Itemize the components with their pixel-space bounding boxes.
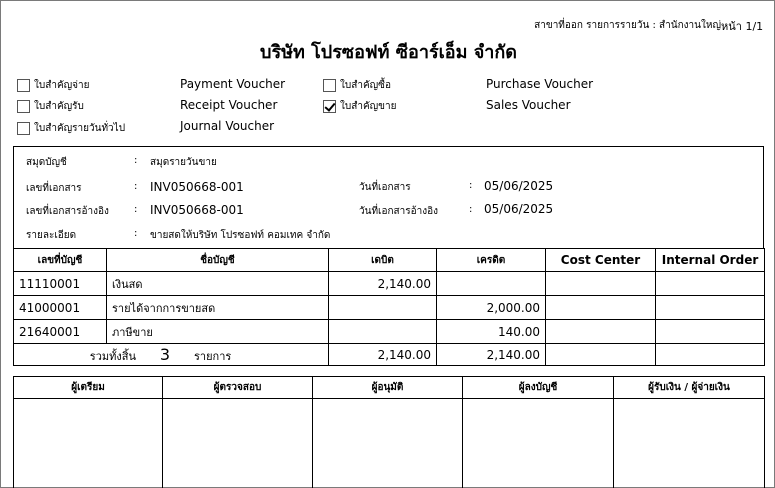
column-header-debit: เดบิต — [329, 249, 437, 272]
credit-cell — [437, 272, 546, 296]
voucher-type-payment[interactable] — [17, 77, 90, 93]
total-row — [14, 344, 765, 366]
total-label: รวมทั้งสิ้น — [89, 349, 136, 363]
document-number-label: เลขที่เอกสาร — [26, 183, 82, 194]
colon: : — [134, 181, 138, 192]
voucher-type-english: Purchase Voucher — [486, 77, 594, 91]
voucher-type-receipt[interactable] — [17, 98, 84, 114]
total-debit-cell: 2,140.00 — [329, 344, 437, 366]
receipt-voucher-checkbox[interactable] — [17, 100, 30, 113]
voucher-type-english: Journal Voucher — [180, 119, 275, 133]
account-number-cell: 21640001 — [14, 320, 107, 344]
signature-header-preparer: ผู้เตรียม — [14, 377, 163, 399]
credit-cell: 2,000.00 — [437, 296, 546, 320]
signature-header-row — [14, 377, 765, 399]
account-name-cell: รายได้จากการขายสด — [107, 296, 329, 320]
sales-voucher-checkbox[interactable] — [323, 100, 336, 113]
total-count: 3 — [159, 344, 170, 364]
signature-box-reviewer — [163, 399, 313, 488]
voucher-type-purchase[interactable] — [323, 77, 391, 93]
signature-header-approver: ผู้อนุมัติ — [313, 377, 463, 399]
colon: : — [469, 204, 473, 215]
total-internal-order-cell — [656, 344, 765, 366]
total-unit: รายการ — [194, 349, 232, 363]
column-header-account-name: ชื่อบัญชี — [107, 249, 329, 272]
voucher-type-label: ใบสำคัญรับ — [34, 100, 84, 112]
document-date-label: วันที่เอกสาร — [359, 182, 411, 193]
voucher-type-english: Payment Voucher — [180, 77, 286, 91]
detail-label: รายละเอียด — [26, 230, 77, 241]
voucher-type-journal[interactable] — [17, 120, 125, 136]
reference-number-value: INV050668-001 — [150, 203, 244, 217]
total-credit-cell: 2,140.00 — [437, 344, 546, 366]
colon: : — [134, 204, 138, 215]
reference-date-value: 05/06/2025 — [484, 202, 554, 216]
column-header-credit: เครดิต — [437, 249, 546, 272]
signature-row — [14, 399, 765, 488]
document-date-value: 05/06/2025 — [484, 179, 554, 193]
account-name-cell: ภาษีขาย — [107, 320, 329, 344]
table-header-row — [14, 249, 765, 272]
total-summary-cell — [14, 344, 329, 366]
voucher-type-label: ใบสำคัญซื้อ — [340, 79, 391, 91]
journal-voucher-checkbox[interactable] — [17, 122, 30, 135]
reference-number-label: เลขที่เอกสารอ้างอิง — [26, 206, 109, 217]
journal-label: สมุดบัญชี — [26, 157, 67, 168]
purchase-voucher-checkbox[interactable] — [323, 79, 336, 92]
journal-lines-table — [13, 248, 765, 366]
voucher-type-label: ใบสำคัญขาย — [340, 100, 397, 112]
cost-center-cell — [546, 272, 656, 296]
document-info-box — [13, 146, 764, 248]
signature-box-poster — [463, 399, 614, 488]
journal-value: สมุดรายวันขาย — [150, 157, 217, 168]
signature-header-reviewer: ผู้ตรวจสอบ — [163, 377, 313, 399]
signature-box-approver — [313, 399, 463, 488]
voucher-type-english: Sales Voucher — [486, 98, 571, 112]
cost-center-cell — [546, 320, 656, 344]
signature-header-receiver-payer: ผู้รับเงิน / ผู้จ่ายเงิน — [614, 377, 765, 399]
internal-order-cell — [656, 296, 765, 320]
voucher-type-english: Receipt Voucher — [180, 98, 278, 112]
debit-cell — [329, 320, 437, 344]
table-row — [14, 272, 765, 296]
debit-cell — [329, 296, 437, 320]
internal-order-cell — [656, 272, 765, 296]
column-header-cost-center: Cost Center — [546, 249, 656, 272]
voucher-type-label: ใบสำคัญจ่าย — [34, 79, 90, 91]
reference-date-label: วันที่เอกสารอ้างอิง — [359, 206, 439, 217]
page-number: หน้า 1/1 — [721, 20, 764, 33]
debit-cell: 2,140.00 — [329, 272, 437, 296]
colon: : — [469, 180, 473, 191]
detail-value: ขายสดให้บริษัท โปรซอฟท์ คอมเทค จำกัด — [150, 230, 331, 241]
payment-voucher-checkbox[interactable] — [17, 79, 30, 92]
account-number-cell: 11110001 — [14, 272, 107, 296]
credit-cell: 140.00 — [437, 320, 546, 344]
account-name-cell: เงินสด — [107, 272, 329, 296]
voucher-type-label: ใบสำคัญรายวันทั่วไป — [34, 122, 126, 134]
table-row — [14, 320, 765, 344]
company-title: บริษัท โปรซอฟท์ ซีอาร์เอ็ม จำกัด — [260, 42, 517, 63]
signature-box-preparer — [14, 399, 163, 488]
signature-table — [13, 376, 765, 488]
internal-order-cell — [656, 320, 765, 344]
total-cost-center-cell — [546, 344, 656, 366]
signature-box-receiver-payer — [614, 399, 765, 488]
cost-center-cell — [546, 296, 656, 320]
voucher-type-sales[interactable] — [323, 98, 396, 114]
signature-header-poster: ผู้ลงบัญชี — [463, 377, 614, 399]
column-header-internal-order: Internal Order — [656, 249, 765, 272]
document-number-value: INV050668-001 — [150, 180, 244, 194]
table-row — [14, 296, 765, 320]
colon: : — [134, 228, 138, 239]
column-header-account-no: เลขที่บัญชี — [14, 249, 107, 272]
account-number-cell: 41000001 — [14, 296, 107, 320]
branch-report-label: สาขาที่ออก รายการรายวัน : สำนักงานใหญ่ — [534, 20, 721, 31]
colon: : — [134, 155, 138, 166]
